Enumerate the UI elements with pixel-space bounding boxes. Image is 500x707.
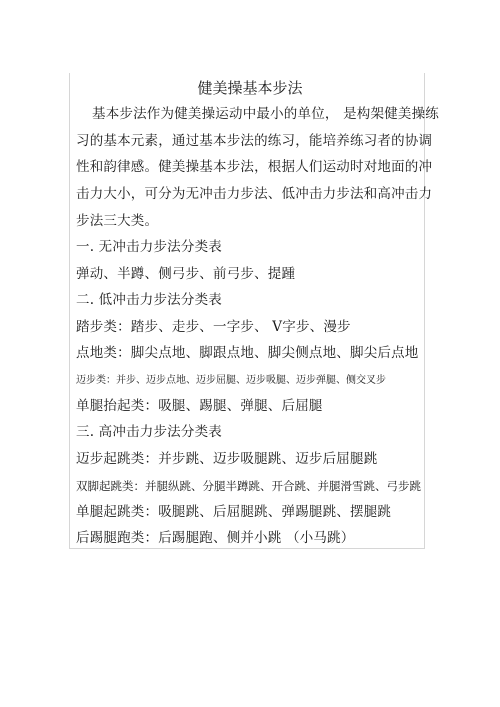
section-2-heading: 二. 低冲击力步法分类表 — [76, 292, 222, 308]
section-3-item-3: 单腿起跳类：吸腿跳、后屈腿跳、弹踢腿跳、摆腿跳 — [76, 504, 392, 520]
section-2-item-4: 单腿抬起类：吸腿、踢腿、弹腿、后屈腿 — [76, 398, 323, 414]
document-title: 健美操基本步法 — [197, 79, 303, 97]
section-1-item: 弹动、半蹲、侧弓步、前弓步、提踵 — [76, 266, 296, 282]
section-3-heading: 三. 高冲击力步法分类表 — [76, 424, 222, 440]
section-1-heading: 一. 无冲击力步法分类表 — [76, 239, 222, 255]
section-3-item-2: 双脚起跳类：并腿纵跳、分腿半蹲跳、开合跳、并腿滑雪跳、弓步跳 — [76, 479, 421, 493]
intro-line-2: 习的基本元素，通过基本步法的练习，能培养练习者的协调 — [76, 133, 433, 149]
section-2-item-3: 迈步类：并步、迈步点地、迈步屈腿、迈步吸腿、迈步弹腿、侧交叉步 — [76, 375, 386, 386]
section-2-item-2: 点地类：脚尖点地、脚跟点地、脚尖侧点地、脚尖后点地 — [76, 345, 419, 361]
section-3-item-4: 后踢腿跑类：后踢腿跑、侧并小跳 （小马跳） — [76, 530, 355, 546]
section-3-item-1: 迈步起跳类：并步跳、迈步吸腿跳、迈步后屈腿跳 — [76, 451, 378, 467]
section-2-item-1: 踏步类：踏步、走步、一字步、 V字步、漫步 — [76, 319, 351, 335]
intro-line-4: 击力大小，可分为无冲击力步法、低冲击力步法和高冲击力 — [76, 186, 433, 202]
intro-line-3: 性和韵律感。健美操基本步法，根据人们运动时对地面的冲 — [76, 159, 433, 175]
intro-line-5: 步法三大类。 — [76, 213, 159, 229]
intro-line-1: 基本步法作为健美操运动中最小的单位， 是构架健美操练 — [92, 106, 439, 122]
